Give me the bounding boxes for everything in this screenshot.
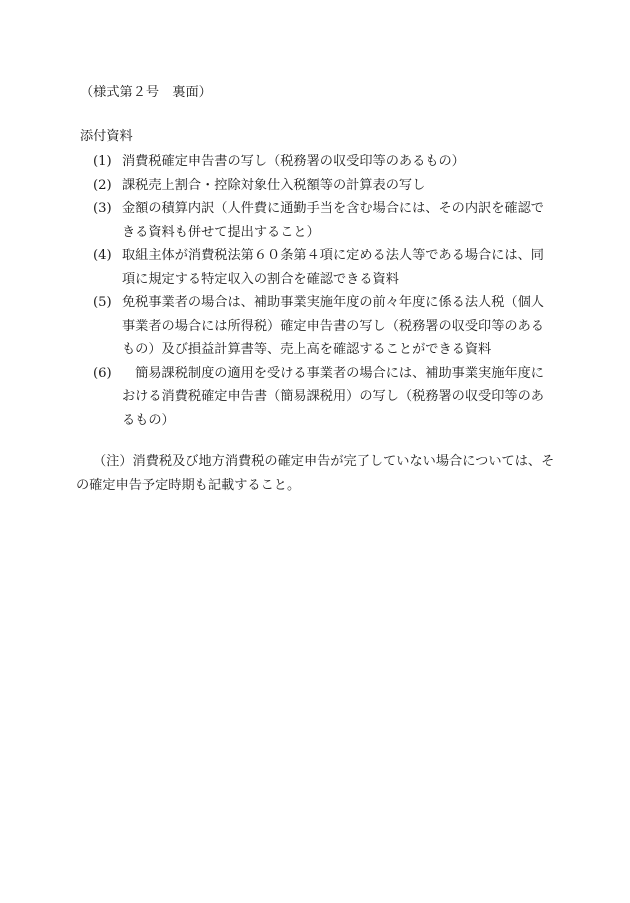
list-item: [93, 244, 555, 291]
form-label: （様式第２号 裏面）: [80, 85, 212, 100]
item-text: 課税売上割合・控除対象仕入税額等の計算表の写し: [122, 177, 426, 193]
item-text: 免税事業者の場合は、補助事業実施年度の前々年度に係る法人税（個人事業者の場合には所得税）確定申告書の写し（税務署の収受印等のあるもの）及び損益計算書等、売上高を確認することができる資料: [122, 295, 544, 357]
item-number: (1): [93, 154, 112, 169]
item-number: (5): [93, 295, 112, 310]
item-number: (2): [93, 177, 112, 193]
list-item: [93, 174, 555, 198]
item-number: (3): [93, 201, 112, 216]
list-item: [93, 197, 555, 244]
item-text: 消費税確定申告書の写し（税務署の収受印等のあるもの）: [122, 154, 465, 169]
item-text: 金額の積算内訳（人件費に通勤手当を含む場合には、その内訳を確認できる資料も併せて提出すること）: [122, 201, 544, 240]
attachment-list: [93, 150, 555, 432]
list-item: [93, 291, 555, 362]
list-item: [93, 362, 555, 433]
item-text: 取組主体が消費税法第６０条第４項に定める法人等である場合には、同項に規定する特定収入の割合を確認できる資料: [122, 248, 544, 287]
item-text: 簡易課税制度の適用を受ける事業者の場合には、補助事業実施年度における消費税確定申告書（簡易課税用）の写し（税務署の収受印等のあるもの）: [122, 365, 544, 428]
item-number: (4): [93, 248, 112, 263]
list-item: [93, 150, 555, 174]
attachments-heading: 添付資料: [80, 129, 133, 144]
note-paragraph: （注）消費税及び地方消費税の確定申告が完了していない場合については、その確定申告予定時期も記載すること。: [76, 454, 555, 493]
item-number: (6): [93, 365, 112, 381]
